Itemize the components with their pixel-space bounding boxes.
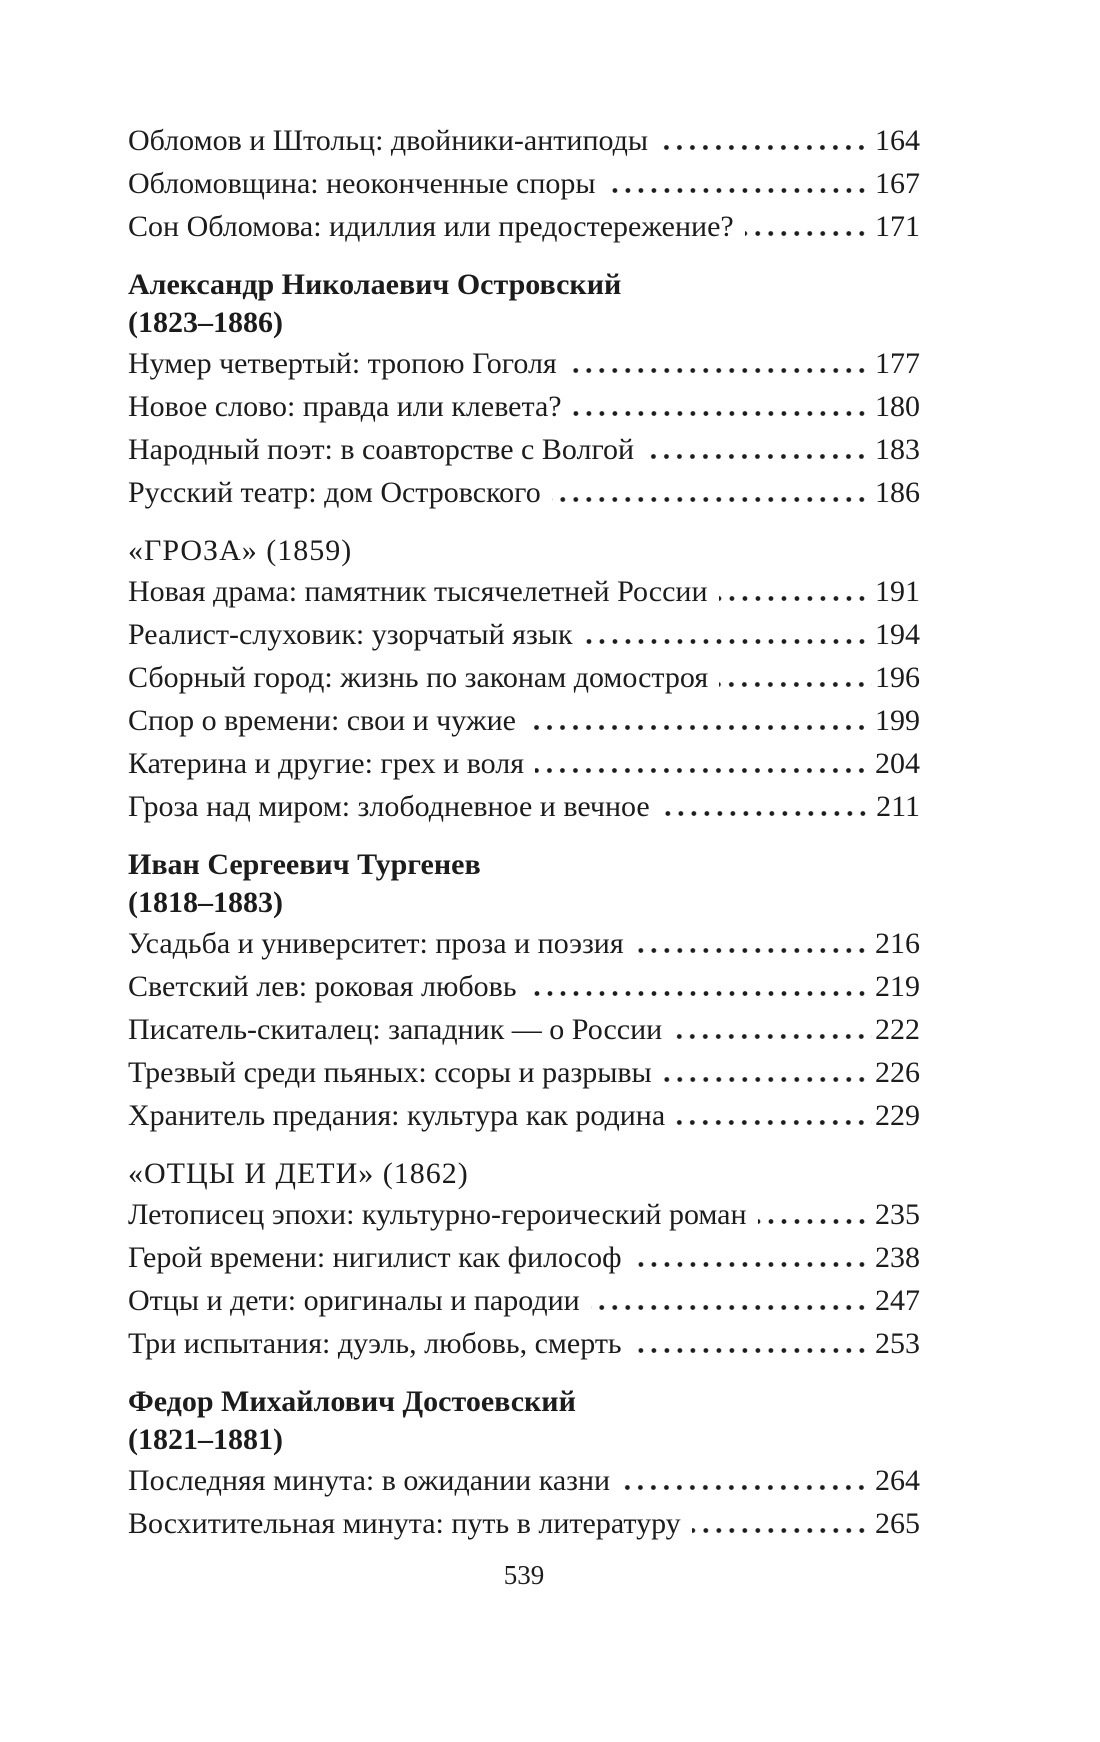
dot-leader xyxy=(719,682,872,687)
dot-leader xyxy=(591,1305,872,1310)
entry-page-number: 247 xyxy=(875,1284,920,1317)
toc-entry xyxy=(128,699,920,742)
toc-entry xyxy=(128,162,920,205)
entry-page-number: 167 xyxy=(875,167,920,200)
entry-title: Сборный город: жизнь по законам домостроя xyxy=(128,661,709,694)
toc-entry xyxy=(128,471,920,514)
entry-page-number: 216 xyxy=(875,927,920,960)
dot-leader xyxy=(659,145,872,150)
entry-title: Нумер четвертый: тропою Гоголя xyxy=(128,347,557,380)
author-name-heading xyxy=(128,846,920,922)
toc-section xyxy=(128,846,920,1137)
entry-title: Усадьба и университет: проза и поэзия xyxy=(128,927,624,960)
entry-title: Русский театр: дом Островского xyxy=(128,476,541,509)
entry-title: Новое слово: правда или клевета? xyxy=(128,390,562,423)
entry-title: Спор о времени: свои и чужие xyxy=(128,704,516,737)
entry-title: Три испытания: дуэль, любовь, смерть xyxy=(128,1327,622,1360)
dot-leader xyxy=(719,596,872,601)
entry-page-number: 238 xyxy=(875,1241,920,1274)
entry-title: Герой времени: нигилист как философ xyxy=(128,1241,622,1274)
toc-entry xyxy=(128,1459,920,1502)
entry-page-number: 183 xyxy=(875,433,920,466)
dot-leader xyxy=(573,411,872,416)
entry-page-number: 211 xyxy=(876,790,920,823)
entry-title: Хранитель предания: культура как родина xyxy=(128,1099,666,1132)
entry-title: Отцы и дети: оригиналы и пародии xyxy=(128,1284,580,1317)
dot-leader xyxy=(663,1077,872,1082)
toc-entry xyxy=(128,742,920,785)
heading-line: (1821–1881) xyxy=(128,1423,283,1456)
table-of-contents xyxy=(128,0,920,1593)
entry-page-number: 265 xyxy=(875,1507,920,1540)
dot-leader xyxy=(692,1528,872,1533)
entry-page-number: 171 xyxy=(875,210,920,243)
entry-title: Обломовщина: неоконченные споры xyxy=(128,167,596,200)
dot-leader xyxy=(607,188,872,193)
entry-title: Реалист-слуховик: узорчатый язык xyxy=(128,618,573,651)
heading-line: Александр Николаевич Островский xyxy=(128,268,622,301)
toc-entry xyxy=(128,1094,920,1137)
dot-leader xyxy=(633,1348,872,1353)
toc-sections xyxy=(128,119,920,1545)
heading-line: Иван Сергеевич Тургенев xyxy=(128,848,481,881)
entry-page-number: 177 xyxy=(875,347,920,380)
dot-leader xyxy=(535,768,872,773)
entry-page-number: 196 xyxy=(875,661,920,694)
entry-page-number: 229 xyxy=(875,1099,920,1132)
entry-title: Летописец эпохи: культурно-героический роман xyxy=(128,1198,747,1231)
dot-leader xyxy=(745,231,872,236)
dot-leader xyxy=(661,811,873,816)
toc-entry xyxy=(128,922,920,965)
heading-line: Федор Михайлович Достоевский xyxy=(128,1385,576,1418)
work-title-heading xyxy=(128,532,920,570)
entry-page-number: 219 xyxy=(875,970,920,1003)
author-name-heading xyxy=(128,1383,920,1459)
entry-title: Трезвый среди пьяных: ссоры и разрывы xyxy=(128,1056,652,1089)
dot-leader xyxy=(635,948,872,953)
entry-title: Писатель-скиталец: западник — о России xyxy=(128,1013,663,1046)
entry-title: Сон Обломова: идиллия или предостережение? xyxy=(128,210,734,243)
dot-leader xyxy=(621,1485,872,1490)
entry-page-number: 199 xyxy=(875,704,920,737)
entry-page-number: 204 xyxy=(875,747,920,780)
entry-page-number: 264 xyxy=(875,1464,920,1497)
entry-title: Новая драма: памятник тысячелетней России xyxy=(128,575,708,608)
toc-entry xyxy=(128,1051,920,1094)
entry-page-number: 194 xyxy=(875,618,920,651)
toc-entry xyxy=(128,613,920,656)
dot-leader xyxy=(673,1034,872,1039)
toc-entry xyxy=(128,1502,920,1545)
heading-line: «ОТЦЫ И ДЕТИ» (1862) xyxy=(128,1157,469,1190)
entry-title: Светский лев: роковая любовь xyxy=(128,970,517,1003)
heading-line: (1818–1883) xyxy=(128,886,283,919)
entry-title: Катерина и другие: грех и воля xyxy=(128,747,525,780)
dot-leader xyxy=(676,1120,872,1125)
toc-section xyxy=(128,1155,920,1365)
entry-page-number: 222 xyxy=(875,1013,920,1046)
toc-entry xyxy=(128,570,920,613)
toc-entry xyxy=(128,1008,920,1051)
dot-leader xyxy=(758,1219,872,1224)
heading-line: «ГРОЗА» (1859) xyxy=(128,534,353,567)
toc-section xyxy=(128,1383,920,1545)
dot-leader xyxy=(584,639,872,644)
heading-line: (1823–1886) xyxy=(128,306,283,339)
entry-page-number: 191 xyxy=(875,575,920,608)
toc-entry xyxy=(128,342,920,385)
toc-entry xyxy=(128,119,920,162)
toc-entry xyxy=(128,965,920,1008)
toc-entry xyxy=(128,656,920,699)
entry-page-number: 186 xyxy=(875,476,920,509)
toc-entry xyxy=(128,385,920,428)
toc-entry xyxy=(128,785,920,828)
toc-entry xyxy=(128,1322,920,1365)
toc-section xyxy=(128,119,920,248)
dot-leader xyxy=(528,991,872,996)
work-title-heading xyxy=(128,1155,920,1193)
page-footer-number: 539 xyxy=(503,1560,545,1590)
toc-entry xyxy=(128,1193,920,1236)
toc-section xyxy=(128,532,920,828)
dot-leader xyxy=(633,1262,872,1267)
entry-title: Народный поэт: в соавторстве с Волгой xyxy=(128,433,635,466)
toc-entry xyxy=(128,205,920,248)
toc-entry xyxy=(128,428,920,471)
dot-leader xyxy=(527,725,872,730)
toc-entry xyxy=(128,1279,920,1322)
entry-title: Гроза над миром: злободневное и вечное xyxy=(128,790,650,823)
toc-entry xyxy=(128,1236,920,1279)
dot-leader xyxy=(552,497,872,502)
entry-page-number: 235 xyxy=(875,1198,920,1231)
toc-section xyxy=(128,266,920,514)
dot-leader xyxy=(645,454,872,459)
entry-page-number: 226 xyxy=(875,1056,920,1089)
dot-leader xyxy=(568,368,872,373)
author-name-heading xyxy=(128,266,920,342)
entry-page-number: 253 xyxy=(875,1327,920,1360)
entry-page-number: 180 xyxy=(875,390,920,423)
entry-title: Восхитительная минута: путь в литературу xyxy=(128,1507,681,1540)
entry-title: Обломов и Штольц: двойники-антиподы xyxy=(128,124,649,157)
entry-title: Последняя минута: в ожидании казни xyxy=(128,1464,611,1497)
entry-page-number: 164 xyxy=(875,124,920,157)
